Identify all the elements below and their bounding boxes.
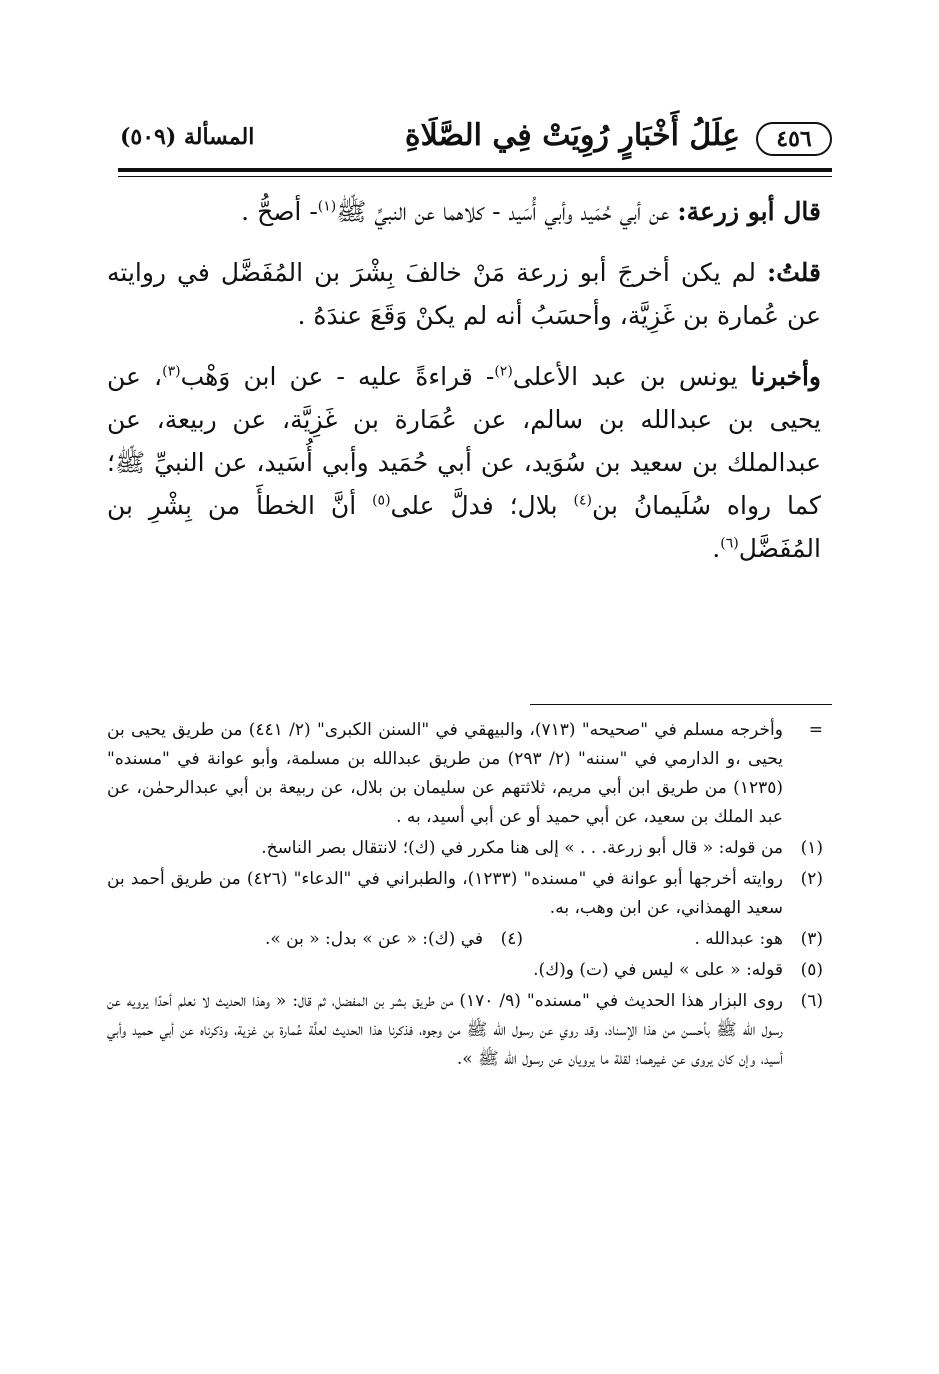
footnote-text: روى البزار هذا الحديث في "مسنده" (٩/ ١٧٠) من طريق بشر بن المفضل، ثم قال: « وهذا الحديث لا نعلم أحدًا يرويه عن رسول الله ﷺ بأحسن من هذا الإسناد، وقد روي عن رسول الله ﷺ من وجوه، فذكرنا هذا الحديث لعلَّة عُمارة بن غزية، وذكرناه عن أبي حميد وأبي أسيد، وإن كان يروى عن غيرهما؛ لقلة ما يرويان عن رسول الله ﷺ ». <box>107 991 783 1069</box>
paragraph-3-text-f: . <box>712 534 721 563</box>
page-header <box>118 118 832 160</box>
paragraph-2-lead: قلتُ: <box>766 258 821 287</box>
paragraph-1-text: عن أبي حُمَيد وأبي أُسَيد - كلاهما عن النبيِّ ﷺ <box>336 197 678 226</box>
footnote-text: هو: عبدالله . <box>694 929 783 949</box>
footnote-text: وأخرجه مسلم في "صحيحه" (٧١٣)، والبيهقي في "السنن الكبرى" (٢/ ٤٤١) من طريق يحيى بن يحيى ،و الدارمي في "سننه" (٢/ ٢٩٣) من طريق عبدالله بن مسلمة، وأبو عوانة في "مسنده" (١٢٣٥) من طريق ابن أبي مريم، ثلاثتهم عن سليمان بن بلال، عن ربيعة بن أبي عبدالرحمٰن، عن عبد الملك بن سعيد، عن أبي حميد أو عن أبي أسيد، به . <box>107 720 783 827</box>
footnote-mark: (١) <box>800 838 823 858</box>
footnote-mark: (٥) <box>800 960 823 980</box>
footnote-mark: (٦) <box>800 991 823 1011</box>
page-number: ٤٥٦ <box>756 122 832 156</box>
footnote-mark: = <box>808 720 823 740</box>
paragraph-1 <box>107 190 821 233</box>
footnote-text: روايته أخرجها أبو عوانة في "مسنده" (١٢٣٣)، والطبراني في "الدعاء" (٤٢٦) من طريق أحمد بن سعيد الهمذاني، عن ابن وهب، به. <box>107 869 783 918</box>
footnote-5 <box>107 956 823 985</box>
footnote-2 <box>107 865 823 923</box>
paragraph-1-text-end: - أصحُّ . <box>241 197 318 226</box>
paragraph-3-text-a: يونس بن عبد الأعلى <box>512 362 751 391</box>
book-title: عِلَلُ أَخْبَارٍ رُوِيَتْ فِي الصَّلَاةِ <box>404 118 740 153</box>
footnote-mark: (٤) <box>500 929 523 949</box>
footnote-6 <box>107 987 823 1074</box>
footnote-ref-1: (١) <box>317 198 337 215</box>
footnote-1 <box>107 834 823 863</box>
footnote-text: من قوله: « قال أبو زرعة. . . » إلى هنا مكرر في (ك)؛ لانتقال بصر الناسخ. <box>261 838 783 858</box>
paragraph-3-text-b: - قراءةً عليه - عن ابن وَهْب <box>180 362 495 391</box>
footnote-3 <box>523 925 823 954</box>
paragraph-1-lead: قال أبو زرعة: <box>677 197 821 226</box>
footnote-separator <box>530 704 832 705</box>
footnote-text: قوله: « على » ليس في (ت) و(ك). <box>533 960 783 980</box>
footnote-ref-5: (٥) <box>372 492 391 509</box>
footnote-row-3-4 <box>107 925 823 954</box>
main-text <box>107 190 821 588</box>
paragraph-2-text: لم يكن أخرجَ أبو زرعة مَنْ خالفَ بِشْرَ بن المُفَضَّل في روايته عن عُمارة بن غَزِيَّة، وأحسَبُ أنه لم يكنْ وَقَعَ عندَهُ . <box>107 258 821 330</box>
footnote-mark: (٢) <box>800 869 823 889</box>
paragraph-3-text-d: بلال؛ فدلَّ على <box>390 491 574 520</box>
header-rule-thick <box>118 168 832 172</box>
paragraph-3-lead: وأخبرنا <box>750 362 821 391</box>
footnotes <box>107 716 823 1076</box>
paragraph-3-text-c: ، عن يحيى بن عبدالله بن سالم، عن عُمَارة بن غَزِيَّة، عن ربيعة، عن عبدالملك بن سعيد بن سُوَيد، عن أبي حُمَيد وأبي أُسَيد، عن النبيِّ ﷺ؛ كما رواه سُلَيمانُ بن <box>107 362 821 520</box>
paragraph-3 <box>107 355 821 570</box>
footnote-mark: (٣) <box>800 929 823 949</box>
footnote-ref-6: (٦) <box>720 535 739 552</box>
footnote-ref-3: (٣) <box>162 363 181 380</box>
paragraph-2 <box>107 251 821 337</box>
issue-label: المسألة (٥٠٩) <box>120 124 255 150</box>
header-rule-thin <box>118 176 832 177</box>
footnote-continuation <box>107 716 823 832</box>
footnote-ref-4: (٤) <box>573 492 592 509</box>
footnote-ref-2: (٢) <box>494 363 513 380</box>
paragraph-3-text-e: أنَّ الخطأَ من بِشْرِ بن المُفَضَّل <box>107 491 821 563</box>
footnote-4 <box>265 925 523 954</box>
footnote-text: في (ك): « عن » بدل: « بن ». <box>264 929 483 949</box>
